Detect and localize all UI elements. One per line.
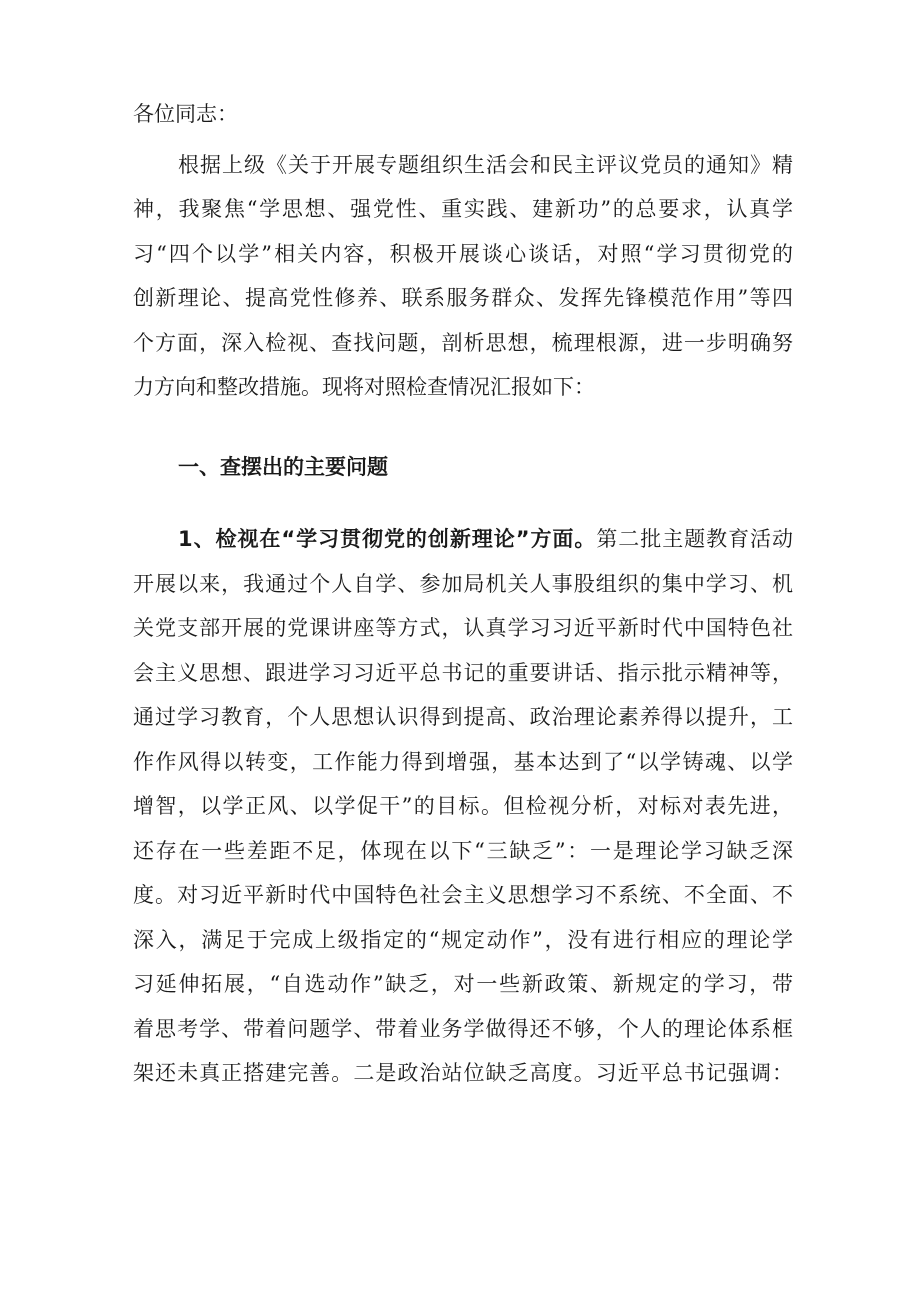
item1-line-11: 习延伸拓展，“自选动作”缺乏，对一些新政策、新规定的学习，带: [133, 972, 793, 996]
item1-line-4: 会主义思想、跟进学习习近平总书记的重要讲话、指示批示精神等，: [133, 661, 793, 685]
intro-line-1: 根据上级《关于开展专题组织生活会和民主评议党员的通知》精: [178, 153, 793, 177]
intro-line-4: 创新理论、提高党性修养、联系服务群众、发挥先锋模范作用”等四: [133, 286, 793, 310]
intro-line-2: 神，我聚焦“学思想、强党性、重实践、建新功”的总要求，认真学: [133, 197, 793, 221]
item1-line-13: 架还未真正搭建完善。二是政治站位缺乏高度。习近平总书记强调：: [133, 1061, 793, 1085]
item1-line-9: 度。对习近平新时代中国特色社会主义思想学习不系统、不全面、不: [133, 883, 793, 907]
item1-line-8: 还存在一些差距不足，体现在以下“三缺乏”：一是理论学习缺乏深: [133, 839, 793, 863]
item1-line-5: 通过学习教育，个人思想认识得到提高、政治理论素养得以提升，工: [133, 705, 793, 729]
item1-line-12: 着思考学、带着问题学、带着业务学做得还不够，个人的理论体系框: [133, 1017, 793, 1041]
item1-line-2: 开展以来，我通过个人自学、参加局机关人事股组织的集中学习、机: [133, 572, 793, 596]
item1-line-10: 深入，满足于完成上级指定的“规定动作”，没有进行相应的理论学: [133, 928, 793, 952]
item1-line-3: 关党支部开展的党课讲座等方式，认真学习习近平新时代中国特色社: [133, 616, 793, 640]
section-heading: 一、查摆出的主要问题: [178, 455, 388, 479]
item1-line-7: 增智，以学正风、以学促干”的目标。但检视分析，对标对表先进，: [133, 794, 793, 818]
salutation: 各位同志：: [133, 102, 238, 126]
item1-bold-title: 1、检视在“学习贯彻党的创新理论”方面。: [178, 527, 597, 551]
intro-line-6: 力方向和整改措施。现将对照检查情况汇报如下：: [133, 375, 595, 399]
intro-line-5: 个方面，深入检视、查找问题，剖析思想，梳理根源，进一步明确努: [133, 331, 793, 355]
intro-line-3: 习“四个以学”相关内容，积极开展谈心谈话，对照“学习贯彻党的: [133, 242, 793, 266]
item1-first-line: [178, 526, 793, 552]
item1-first-rest: 第二批主题教育活动: [596, 527, 793, 551]
item1-line-6: 作作风得以转变，工作能力得到增强，基本达到了“以学铸魂、以学: [133, 750, 793, 774]
